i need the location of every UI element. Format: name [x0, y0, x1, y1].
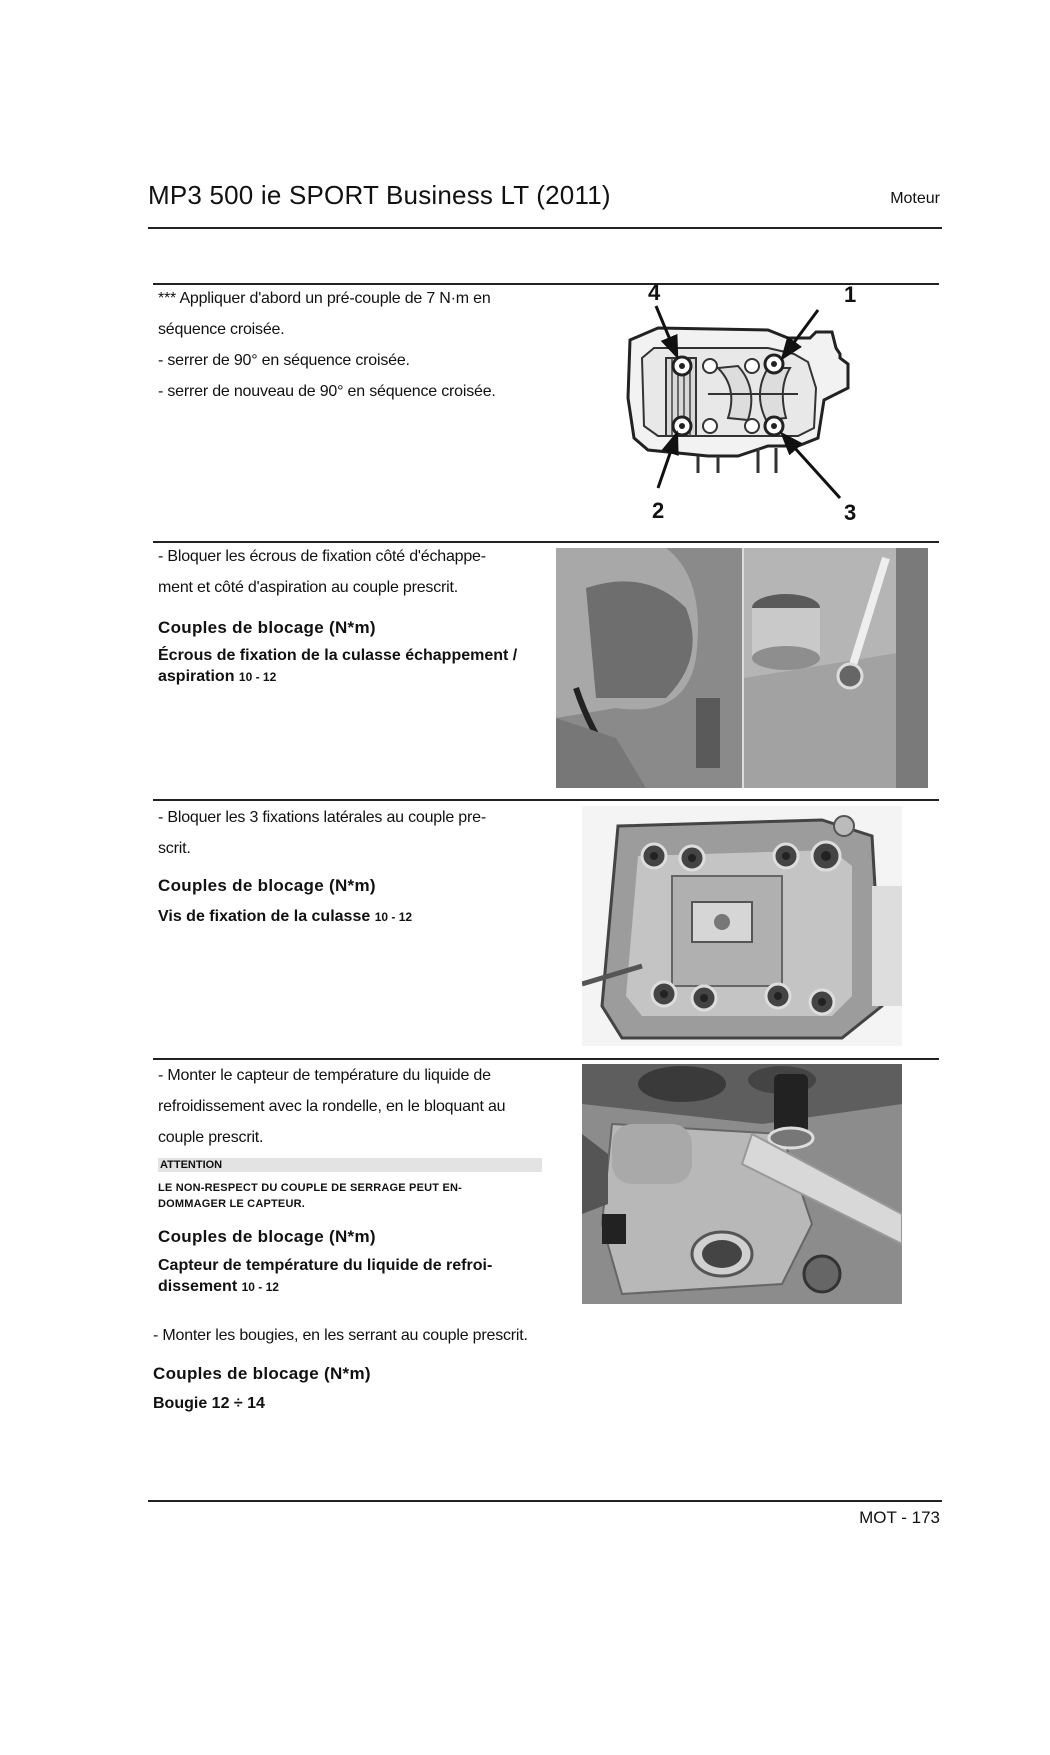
step4-torque-value: 10 - 12	[241, 1280, 279, 1294]
step3-top-rule	[153, 799, 939, 801]
step4-torque-item-line2: dissement	[158, 1278, 238, 1295]
diagram-label-1: 1	[844, 282, 857, 307]
step3-line: scrit.	[158, 840, 191, 857]
exhaust-nut-photo	[556, 548, 928, 788]
footer-rule	[148, 1500, 942, 1502]
step2-torque-heading: Couples de blocage (N*m)	[158, 618, 376, 637]
step2-torque-value: 10 - 12	[238, 670, 277, 684]
header-rule	[148, 227, 942, 229]
step5-torque-item: Bougie 12 ÷ 14	[153, 1395, 265, 1412]
temperature-sensor-photo	[582, 1064, 902, 1304]
step2-line: ment et côté d'aspiration au couple prescrit.	[158, 579, 459, 596]
section-name: Moteur	[890, 190, 940, 207]
step1-line: - serrer de 90° en séquence croisée.	[158, 352, 410, 369]
attention-line1: LE NON-RESPECT DU COUPLE DE SERRAGE PEUT EN-	[158, 1182, 462, 1194]
step2-line: - Bloquer les écrous de fixation côté d'échappe-	[158, 548, 486, 565]
step4-torque-heading: Couples de blocage (N*m)	[158, 1227, 376, 1246]
attention-line2: DOMMAGER LE CAPTEUR.	[158, 1198, 305, 1210]
step4-text	[158, 1060, 558, 1153]
step1-line: séquence croisée.	[158, 321, 285, 338]
step4-torque-item-line1: Capteur de température du liquide de refroi-	[158, 1257, 493, 1274]
step4-line: couple prescrit.	[158, 1129, 264, 1146]
attention-text	[158, 1180, 558, 1212]
step2-text	[158, 541, 548, 603]
step4-line: - Monter le capteur de température du liquide de	[158, 1067, 491, 1084]
step5-torque-heading: Couples de blocage (N*m)	[153, 1364, 371, 1383]
step3-torque-item-label: Vis de fixation de la culasse	[158, 908, 371, 925]
step3-torque-item	[158, 906, 558, 928]
page-number: MOT - 173	[859, 1508, 940, 1527]
step5-line: - Monter les bougies, en les serrant au couple prescrit.	[153, 1327, 528, 1344]
step1-text	[158, 283, 578, 407]
step2-torque-item-line2: aspiration	[158, 668, 235, 685]
diagram-label-2: 2	[652, 498, 665, 523]
step1-line: *** Appliquer d'abord un pré-couple de 7 N·m en	[158, 290, 491, 307]
side-fixings-photo	[582, 806, 902, 1046]
step1-line: - serrer de nouveau de 90° en séquence croisée.	[158, 383, 496, 400]
diagram-label-3: 3	[844, 500, 857, 525]
step3-text	[158, 802, 558, 864]
cylinder-head-diagram	[618, 280, 868, 528]
diagram-label-4: 4	[648, 280, 661, 305]
step2-torque-item	[158, 645, 558, 688]
attention-label: ATTENTION	[158, 1158, 542, 1172]
step4-torque-item	[158, 1255, 558, 1298]
step3-torque-value: 10 - 12	[374, 910, 413, 924]
step4-line: refroidissement avec la rondelle, en le bloquant au	[158, 1098, 506, 1115]
step3-line: - Bloquer les 3 fixations latérales au couple pre-	[158, 809, 486, 826]
page-title: MP3 500 ie SPORT Business LT (2011)	[148, 180, 611, 210]
step3-torque-heading: Couples de blocage (N*m)	[158, 876, 376, 895]
step2-torque-item-line1: Écrous de fixation de la culasse échappement /	[158, 647, 518, 664]
